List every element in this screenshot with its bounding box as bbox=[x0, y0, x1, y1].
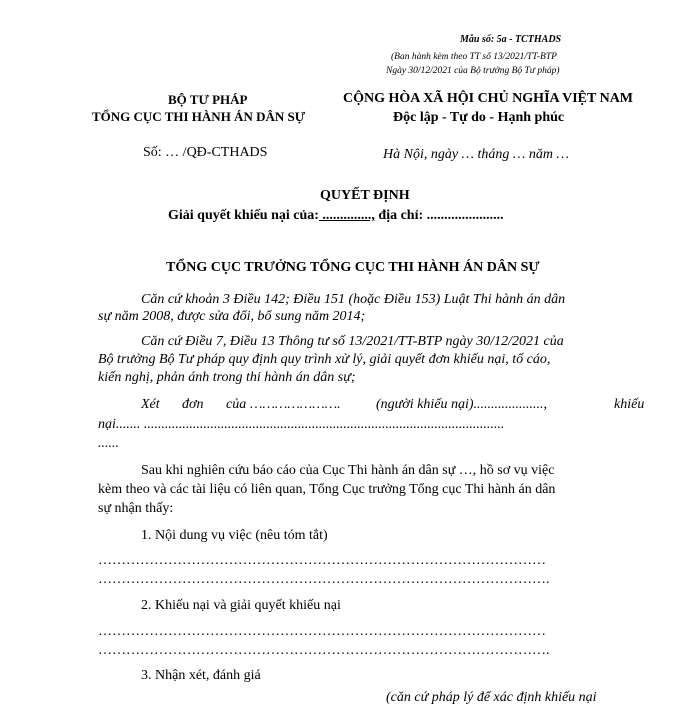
form-note-2: Ngày 30/12/2021 của Bộ trưởng Bộ Tư pháp) bbox=[386, 66, 560, 76]
section-2-dots-1: …………………………………………………………………………………… bbox=[98, 624, 546, 639]
review-word-last: khiếu bbox=[614, 397, 645, 412]
finding-line-2: kèm theo và các tài liệu có liên quan, Tổng Cục trưởng Tổng cục Thi hành án dân bbox=[98, 482, 556, 497]
basis-2-line-1: Căn cứ Điều 7, Điều 13 Thông tư số 13/2021/TT-BTP ngày 30/12/2021 của bbox=[141, 334, 564, 349]
review-blank-1: …………………. bbox=[250, 397, 341, 412]
national-motto: Độc lập - Tự do - Hạnh phúc bbox=[393, 110, 565, 125]
basis-1-line-2: sự năm 2008, được sửa đổi, bổ sung năm 2014; bbox=[98, 309, 366, 324]
section-2-dots-2: ……………………………………………………………………………………. bbox=[98, 643, 550, 658]
decision-number: Số: … /QĐ-CTHADS bbox=[143, 145, 268, 160]
section-1-heading: 1. Nội dung vụ việc (nêu tóm tắt) bbox=[141, 528, 328, 543]
review-line-2: nại....... ....................................................................................................... bbox=[98, 417, 505, 432]
address-label: địa chỉ: bbox=[374, 208, 427, 223]
subject-blank: .............., bbox=[318, 208, 375, 223]
agency-name: TỔNG CỤC THI HÀNH ÁN DÂN SỰ bbox=[92, 109, 306, 124]
finding-line-1: Sau khi nghiên cứu báo cáo của Cục Thi hành án dân sự …, hồ sơ vụ việc bbox=[141, 463, 555, 478]
form-note-1: (Ban hành kèm theo TT số 13/2021/TT-BTP bbox=[391, 52, 557, 62]
section-2-heading: 2. Khiếu nại và giải quyết khiếu nại bbox=[141, 598, 341, 613]
section-3-note: (căn cứ pháp lý để xác định khiếu nại bbox=[386, 690, 597, 705]
section-1-dots-2: ……………………………………………………………………………………. bbox=[98, 572, 550, 587]
place-date: Hà Nội, ngày … tháng … năm … bbox=[383, 147, 569, 162]
section-3-heading: 3. Nhận xét, đánh giá bbox=[141, 668, 261, 683]
section-1-dots-1: …………………………………………………………………………………… bbox=[98, 553, 546, 568]
review-complainant: (người khiếu nại)...................., bbox=[376, 397, 548, 412]
issuing-authority: TỔNG CỤC TRƯỞNG TỔNG CỤC THI HÀNH ÁN DÂN SỰ bbox=[166, 260, 540, 275]
decision-subject bbox=[168, 208, 504, 224]
basis-2-line-3: kiến nghị, phản ánh trong thi hành án dân sự; bbox=[98, 370, 356, 385]
review-word-1: Xét bbox=[141, 397, 160, 412]
review-word-3: của bbox=[226, 397, 247, 412]
address-blank: ...................... bbox=[426, 208, 504, 223]
nation-name: CỘNG HÒA XÃ HỘI CHỦ NGHĨA VIỆT NAM bbox=[343, 91, 634, 106]
subject-label: Giải quyết khiếu nại của: bbox=[168, 208, 319, 223]
decision-title: QUYẾT ĐỊNH bbox=[320, 188, 410, 203]
finding-line-3: sự nhận thấy: bbox=[98, 501, 174, 516]
basis-2-line-2: Bộ trưởng Bộ Tư pháp quy định quy trình xử lý, giải quyết đơn khiếu nại, tố cáo, bbox=[98, 352, 551, 367]
review-line-3: ...... bbox=[98, 436, 119, 451]
form-number: Mẫu số: 5a - TCTHADS bbox=[460, 34, 562, 45]
review-word-2: đơn bbox=[182, 397, 204, 412]
basis-1-line-1: Căn cứ khoản 3 Điều 142; Điều 151 (hoặc Điều 153) Luật Thi hành án dân bbox=[141, 292, 566, 307]
ministry-name: BỘ TƯ PHÁP bbox=[168, 92, 248, 107]
